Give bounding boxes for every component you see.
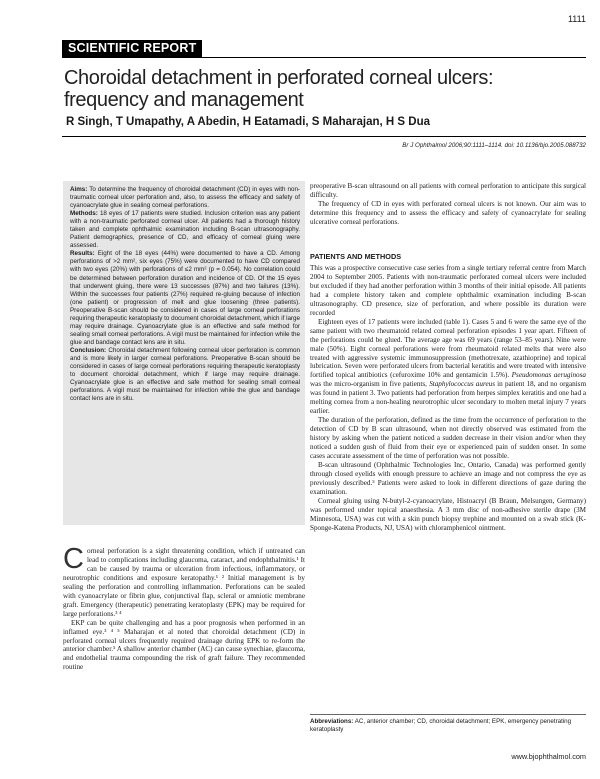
intro-paragraph-1 — [63, 543, 305, 619]
methods-p2-b: was the micro-organism in five patients, — [310, 380, 430, 389]
abstract-results — [70, 250, 300, 347]
conclusion-text: Choroidal detachment following corneal ulcer perforation is common and is more likely in larger corneal perforations. Preoperative B-scan should be considered in cases of large corneal perforations requiring therapeutic keratoplasty to document choroidal detachment, which if large may require drainage. Cyanoacrylate glue is an effective and safe method for sealing small corneal perforations. A vigil must be maintained for infection while the glue and bandage contact lens are in situ. — [70, 346, 300, 403]
abstract-methods — [70, 210, 300, 250]
intro-continued-p1: preoperative B-scan ultrasound on all patients with corneal perforation to anticipate this surgical difficulty. — [310, 182, 586, 199]
abbreviations-rule — [310, 714, 586, 715]
organism-2: Staphylococcus aureus — [429, 380, 495, 389]
methods-p2-a: Eighteen eyes of 17 patients were included (table 1). Cases 5 and 6 were the same eye of the same patient with two rheumatoid related corneal perforation episodes 1 year apart. Fifteen of the perforations could be glued. The average age was 69 years (range 53–85 years). Nine were male (50%). Eight corneal perforations were from rheumatoid related melts that were also treated with aggressive systemic immunosuppression (methotrexate, azathioprine) and topical lubrication. Seven were perforated ulcers from bacterial keratitis and were treated with intensive fortified topical antibiotics (cefuroxime 10% and gentamicin 1.5%). — [310, 317, 586, 380]
results-text: Eight of the 18 eyes (44%) were documented to have a CD. Among perforations of >2 mm², six eyes (75%) were documented to have CD compared with two eyes (20%) with perforations of ≤2 mm² (p = 0.054). No correlation could be determined between perforation duration and incidence of CD. Of the 15 eyes that underwent gluing, there were 13 successes (87%) and two failures (13%). Within the successes four patients (27%) required re-gluing because of infection (one patient) or progression of melt and glue loosening (three patients). Preoperative B-scan should be considered in cases of large corneal perforations requiring therapeutic keratoplasty to document choroidal detachment, which if large may require drainage. Cyanoacrylate glue is an effective and safe method for sealing small corneal perforations. A vigil must be maintained for infection while the glue and bandage contact lens are in situ. — [70, 250, 300, 346]
intro-continued-p2: The frequency of CD in eyes with perforated corneal ulcers is not known. Our aim was to determine this frequency and to assess the efficacy and safety of cyanoacrylate for sealing ulcerative corneal perforations. — [310, 199, 586, 226]
intro-continued — [310, 182, 586, 227]
results-label: Results: — [70, 250, 95, 258]
author-list: R Singh, T Umapathy, A Abedin, H Eatamadi, S Maharajan, H S Dua — [66, 116, 431, 128]
introduction — [63, 543, 305, 672]
title-line-1: Choroidal detachment in perforated corneal ulcers: — [64, 67, 494, 89]
article-title — [64, 67, 584, 111]
patients-methods-heading: PATIENTS AND METHODS — [310, 252, 402, 261]
aims-text: To determine the frequency of choroidal detachment (CD) in eyes with non-traumatic corneal ulcer perforation and, also, to assess the efficacy and safety of cyanoacrylate glue in sealing corneal perforations. — [70, 186, 301, 210]
conclusion-label: Conclusion: — [70, 346, 107, 354]
abbreviations-text: AC, anterior chamber; CD, choroidal detachment; EPK, emergency penetrating keratoplasty — [310, 718, 572, 733]
drop-cap: C — [63, 543, 84, 575]
intro-paragraph-2: EKP can be quite challenging and has a poor prognosis when performed in an inflamed eye.³ ⁴ ⁵ Maharajan et al noted that choroidal detachment (CD) in perforated corneal ulcers frequently required drainage during EPK to re-form the anterior chamber.⁵ A shallow anterior chamber (AC) can cause synechiae, glaucoma, and endothelial trauma compounding the risk of graft failure. They recommended routine — [63, 618, 305, 672]
citation-text: Br J Ophthalmol 2006;90:1111–1114. doi: 10.1136/bjo.2005.088732 — [402, 142, 586, 149]
abbreviations — [310, 718, 586, 734]
methods-label: Methods: — [70, 210, 98, 218]
aims-label: Aims: — [70, 186, 88, 193]
abbreviations-label: Abbreviations: — [310, 718, 354, 725]
methods-text: 18 eyes of 17 patients were studied. Inclusion criterion was any patient with a non-traumatic perforated corneal ulcer. All patients had a thorough history taken and complete ophthalmic examination including B-scan ultrasonography. Patient demographics, presence of CD, and efficacy of corneal gluing were assessed. — [70, 210, 300, 250]
organism-1: Pseudomonas aeruginosa — [511, 371, 586, 380]
methods-p2 — [310, 318, 586, 416]
abstract — [70, 186, 300, 403]
methods-p2-c: in patient 18, and no organism was found in patient 3. Two patients had perforation from herpes simplex keratitis and one had a melting cornea from a non-healing neurotrophic ulcer secondary to molten metal injury 7 years earlier. — [310, 380, 587, 416]
methods-body — [310, 264, 586, 533]
abstract-conclusion — [70, 347, 300, 403]
abstract-aims — [70, 186, 300, 210]
section-label: SCIENTIFIC REPORT — [62, 40, 202, 57]
methods-p1: This was a prospective consecutive case series from a single tertiary referral centre from March 2004 to September 2005. Patients with non-traumatic perforated corneal ulcers were included but excluded if they had another perforation within 3 months of their initial episode. All patients had a complete history taken and complete ophthalmic examination including B-scan ultrasonography. CD presence, size of perforation, and where possible its duration were recorded — [310, 264, 586, 317]
title-line-2: frequency and management — [64, 89, 304, 111]
header-rule — [62, 57, 586, 58]
methods-p3: The duration of the perforation, defined as the time from the occurrence of perforation to the detection of CD by B scan ultrasound, when not directly observed was estimated from the history by asking when the patient noticed a sudden decrease in their vision and/or when they noticed a sudden gush of fluid from their eye or experienced pain of sudden onset. In some cases accurate assessment of the time of perforation was not possible. — [310, 416, 586, 461]
journal-website: www.bjophthalmol.com — [511, 752, 586, 761]
methods-p4: B-scan ultrasound (Ophthalmic Technologies Inc, Ontario, Canada) was performed gently through closed eyelids with enough pressure to achieve an image and not compress the eye as previously described.⁵ Patients were asked to look in different directions of gaze during the examination. — [310, 460, 586, 496]
citation — [402, 142, 586, 149]
page-number: 1111 — [567, 14, 586, 24]
author-rule — [62, 136, 586, 137]
intro-p1-text: orneal perforation is a sight threatening condition, which if untreated can lead to complications including glaucoma, cataract, and endophthalmitis.¹ It can be caused by trauma or ulceration from infectious, inflammatory, or neurotrophic conditions and exposure keratopathy.¹ ² Initial management is by sealing the perforation and controlling inflammation. Perforations can be sealed with cyanoacrylate or fibrin glue, conjunctival flap, scleral or amniotic membrane graft. Emergency (therapeutic) penetrating keratoplasty (EPK) may be required for large perforations.³ ⁴ — [63, 547, 305, 618]
methods-p5: Corneal gluing using N-butyl-2-cyanoacrylate, Histoacryl (B Braun, Melsungen, Germany) was performed under topical anaesthesia. A 3 mm disc of non-adhesive sterile drape (3M Minnesota, USA) was cut with a skin punch biopsy trephine and mounted on a swab stick (K-Sponge-Katena Products, NJ, USA) with chloramphenicol ointment. — [310, 496, 586, 532]
